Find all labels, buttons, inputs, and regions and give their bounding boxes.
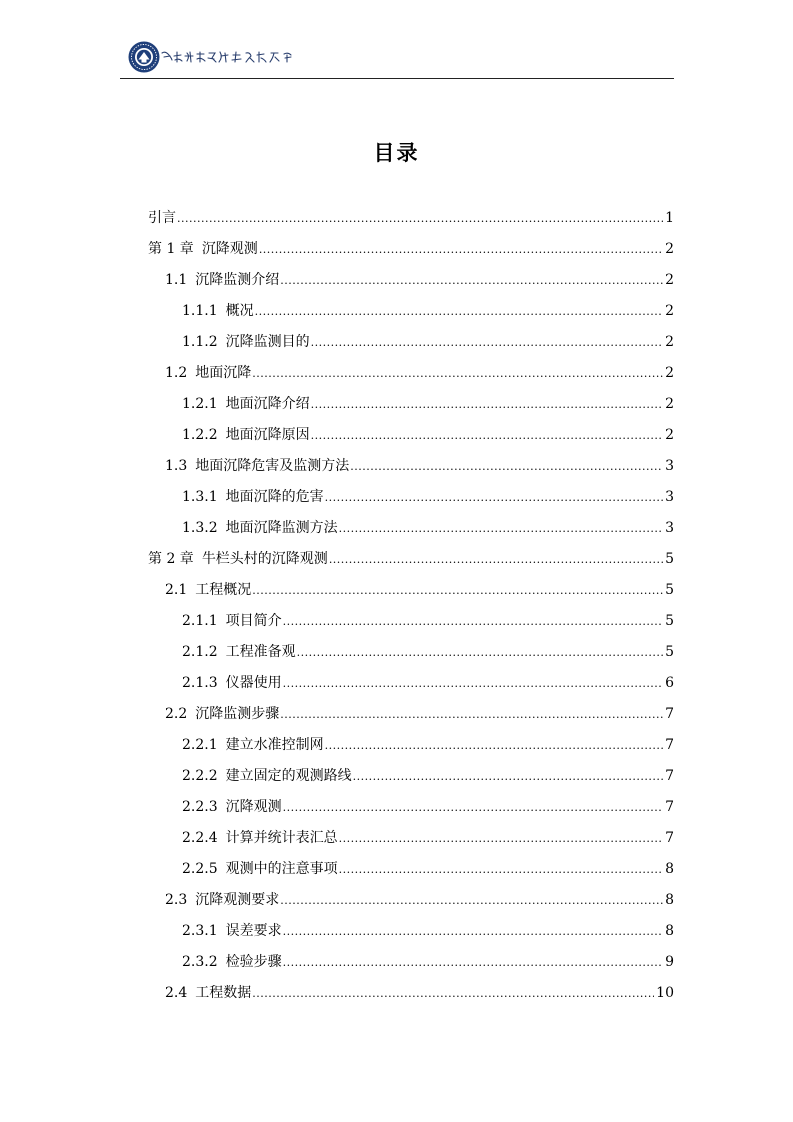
toc-entry-number: 1.1.2 bbox=[182, 334, 218, 350]
toc-entry-number: 2.3.1 bbox=[182, 923, 218, 939]
toc-entry[interactable] bbox=[148, 947, 674, 978]
toc-entry[interactable] bbox=[148, 296, 674, 327]
toc-entry[interactable] bbox=[148, 544, 674, 575]
toc-entry-label: 误差要求 bbox=[225, 923, 282, 939]
toc-dot-leader bbox=[259, 234, 663, 265]
toc-entry-page: 3 bbox=[665, 458, 674, 474]
toc-entry-label: 地面沉降介绍 bbox=[225, 396, 310, 412]
toc-entry-label: 工程数据 bbox=[195, 985, 252, 1001]
toc-entry[interactable] bbox=[148, 389, 674, 420]
toc-entry[interactable] bbox=[148, 668, 674, 699]
toc-entry-page: 5 bbox=[665, 551, 674, 567]
toc-entry-number: 2.3.2 bbox=[182, 954, 218, 970]
toc-entry-label: 检验步骤 bbox=[225, 954, 282, 970]
toc-entry-label: 沉降监测介绍 bbox=[195, 272, 280, 288]
toc-entry-number: 1.3.2 bbox=[182, 520, 218, 536]
toc-entry-number: 1.1.1 bbox=[182, 303, 218, 319]
toc-entry-number: 2.2.1 bbox=[182, 737, 218, 753]
toc-entry-number: 1.3 bbox=[165, 458, 188, 474]
toc-entry-page: 10 bbox=[656, 985, 674, 1001]
toc-entry[interactable] bbox=[148, 854, 674, 885]
toc-dot-leader bbox=[329, 544, 663, 575]
toc-entry-number: 2.2.4 bbox=[182, 830, 218, 846]
toc-dot-leader bbox=[311, 389, 663, 420]
toc-entry[interactable] bbox=[148, 730, 674, 761]
page-header bbox=[120, 34, 674, 80]
toc-entry-number: 2.2.3 bbox=[182, 799, 218, 815]
toc-entry-number: 1.3.1 bbox=[182, 489, 218, 505]
toc-entry[interactable] bbox=[148, 482, 674, 513]
toc-entry-label: 沉降监测目的 bbox=[225, 334, 310, 350]
toc-dot-leader bbox=[325, 730, 663, 761]
toc-entry-number: 2.1.1 bbox=[182, 613, 218, 629]
page-title: 目录 bbox=[373, 141, 420, 165]
toc-entry[interactable] bbox=[148, 761, 674, 792]
toc-entry-number: 2.2.5 bbox=[182, 861, 218, 877]
toc-dot-leader bbox=[283, 947, 663, 978]
toc-list bbox=[148, 203, 674, 1009]
toc-entry-page: 2 bbox=[665, 272, 674, 288]
toc-entry-page: 7 bbox=[665, 768, 674, 784]
toc-entry-number: 2.2.2 bbox=[182, 768, 218, 784]
toc-entry[interactable] bbox=[148, 916, 674, 947]
toc-entry-page: 2 bbox=[665, 334, 674, 350]
toc-dot-leader bbox=[339, 823, 663, 854]
toc-entry-page: 7 bbox=[665, 706, 674, 722]
toc-entry-page: 5 bbox=[665, 582, 674, 598]
toc-entry-page: 6 bbox=[665, 675, 674, 691]
toc-entry[interactable] bbox=[148, 451, 674, 482]
toc-entry-page: 7 bbox=[665, 737, 674, 753]
toc-dot-leader bbox=[252, 978, 654, 1009]
toc-entry-number: 2.3 bbox=[165, 892, 188, 908]
toc-dot-leader bbox=[283, 606, 663, 637]
toc-dot-leader bbox=[325, 482, 663, 513]
toc-entry-page: 2 bbox=[665, 365, 674, 381]
toc-entry-label: 地面沉降原因 bbox=[225, 427, 310, 443]
toc-dot-leader bbox=[280, 699, 663, 730]
toc-entry[interactable] bbox=[148, 358, 674, 389]
toc-entry-label: 项目简介 bbox=[225, 613, 282, 629]
toc-entry-label: 沉降观测 bbox=[225, 799, 282, 815]
toc-entry-label: 观测中的注意事项 bbox=[225, 861, 338, 877]
toc-dot-leader bbox=[297, 637, 663, 668]
toc-entry-page: 5 bbox=[665, 613, 674, 629]
toc-entry-label: 地面沉降 bbox=[195, 365, 252, 381]
toc-dot-leader bbox=[283, 792, 663, 823]
toc-dot-leader bbox=[255, 296, 663, 327]
toc-entry[interactable] bbox=[148, 513, 674, 544]
toc-entry-label: 沉降观测 bbox=[201, 241, 258, 257]
toc-entry-page: 3 bbox=[665, 520, 674, 536]
toc-dot-leader bbox=[280, 885, 663, 916]
toc-entry-label: 地面沉降危害及监测方法 bbox=[195, 458, 350, 474]
toc-dot-leader bbox=[353, 761, 663, 792]
toc-entry-number: 1.2 bbox=[165, 365, 188, 381]
toc-entry-label: 计算并统计表汇总 bbox=[225, 830, 338, 846]
toc-entry-label: 牛栏头村的沉降观测 bbox=[201, 551, 328, 567]
toc-entry-number: 1.2.1 bbox=[182, 396, 218, 412]
toc-entry[interactable] bbox=[148, 978, 674, 1009]
toc-entry[interactable] bbox=[148, 265, 674, 296]
toc-entry-label: 工程准备观 bbox=[225, 644, 296, 660]
toc-entry[interactable] bbox=[148, 203, 674, 234]
toc-entry-page: 9 bbox=[665, 954, 674, 970]
toc-entry-number: 2.1.3 bbox=[182, 675, 218, 691]
toc-dot-leader bbox=[252, 575, 663, 606]
toc-entry-label: 地面沉降的危害 bbox=[225, 489, 324, 505]
toc-entry-label: 仪器使用 bbox=[225, 675, 282, 691]
toc-entry-page: 2 bbox=[665, 396, 674, 412]
toc-entry[interactable] bbox=[148, 234, 674, 265]
toc-entry[interactable] bbox=[148, 420, 674, 451]
toc-entry-page: 2 bbox=[665, 241, 674, 257]
toc-entry-page: 3 bbox=[665, 489, 674, 505]
toc-entry[interactable] bbox=[148, 792, 674, 823]
header-divider bbox=[120, 78, 674, 79]
toc-entry-page: 1 bbox=[665, 210, 674, 226]
toc-entry[interactable] bbox=[148, 885, 674, 916]
toc-dot-leader bbox=[280, 265, 663, 296]
toc-dot-leader bbox=[283, 668, 663, 699]
toc-dot-leader bbox=[339, 854, 663, 885]
toc-entry-number: 第 2 章 bbox=[148, 551, 194, 567]
toc-entry-page: 8 bbox=[665, 923, 674, 939]
toc-dot-leader bbox=[311, 327, 663, 358]
toc-entry-label: 沉降监测步骤 bbox=[195, 706, 280, 722]
toc-entry-label: 地面沉降监测方法 bbox=[225, 520, 338, 536]
toc-entry-page: 8 bbox=[665, 892, 674, 908]
toc-entry-page: 8 bbox=[665, 861, 674, 877]
toc-entry[interactable] bbox=[148, 606, 674, 637]
toc-entry-label: 沉降观测要求 bbox=[195, 892, 280, 908]
toc-dot-leader bbox=[311, 420, 663, 451]
toc-entry-label: 工程概况 bbox=[195, 582, 252, 598]
toc-entry[interactable] bbox=[148, 823, 674, 854]
toc-entry-label: 概况 bbox=[225, 303, 254, 319]
toc-entry-label: 建立水准控制网 bbox=[225, 737, 324, 753]
toc-entry-number: 2.1.2 bbox=[182, 644, 218, 660]
toc-entry-number: 1.2.2 bbox=[182, 427, 218, 443]
toc-entry-label: 建立固定的观测路线 bbox=[225, 768, 352, 784]
toc-entry-page: 5 bbox=[665, 644, 674, 660]
toc-dot-leader bbox=[350, 451, 663, 482]
toc-entry[interactable] bbox=[148, 699, 674, 730]
toc-entry-number: 1.1 bbox=[165, 272, 188, 288]
toc-entry-number: 2.4 bbox=[165, 985, 188, 1001]
toc-entry-number: 第 1 章 bbox=[148, 241, 194, 257]
toc-entry-page: 7 bbox=[665, 799, 674, 815]
toc-entry[interactable] bbox=[148, 327, 674, 358]
toc-entry-page: 2 bbox=[665, 303, 674, 319]
toc-entry-number: 2.2 bbox=[165, 706, 188, 722]
toc-entry[interactable] bbox=[148, 637, 674, 668]
toc-dot-leader bbox=[177, 203, 663, 234]
toc-dot-leader bbox=[283, 916, 663, 947]
school-name-logo bbox=[160, 50, 320, 64]
toc-entry-page: 7 bbox=[665, 830, 674, 846]
toc-entry-label: 引言 bbox=[148, 210, 176, 226]
toc-dot-leader bbox=[252, 358, 663, 389]
toc-dot-leader bbox=[339, 513, 663, 544]
toc-entry-number: 2.1 bbox=[165, 582, 188, 598]
school-seal-icon bbox=[128, 41, 160, 73]
toc-entry-page: 2 bbox=[665, 427, 674, 443]
toc-entry[interactable] bbox=[148, 575, 674, 606]
